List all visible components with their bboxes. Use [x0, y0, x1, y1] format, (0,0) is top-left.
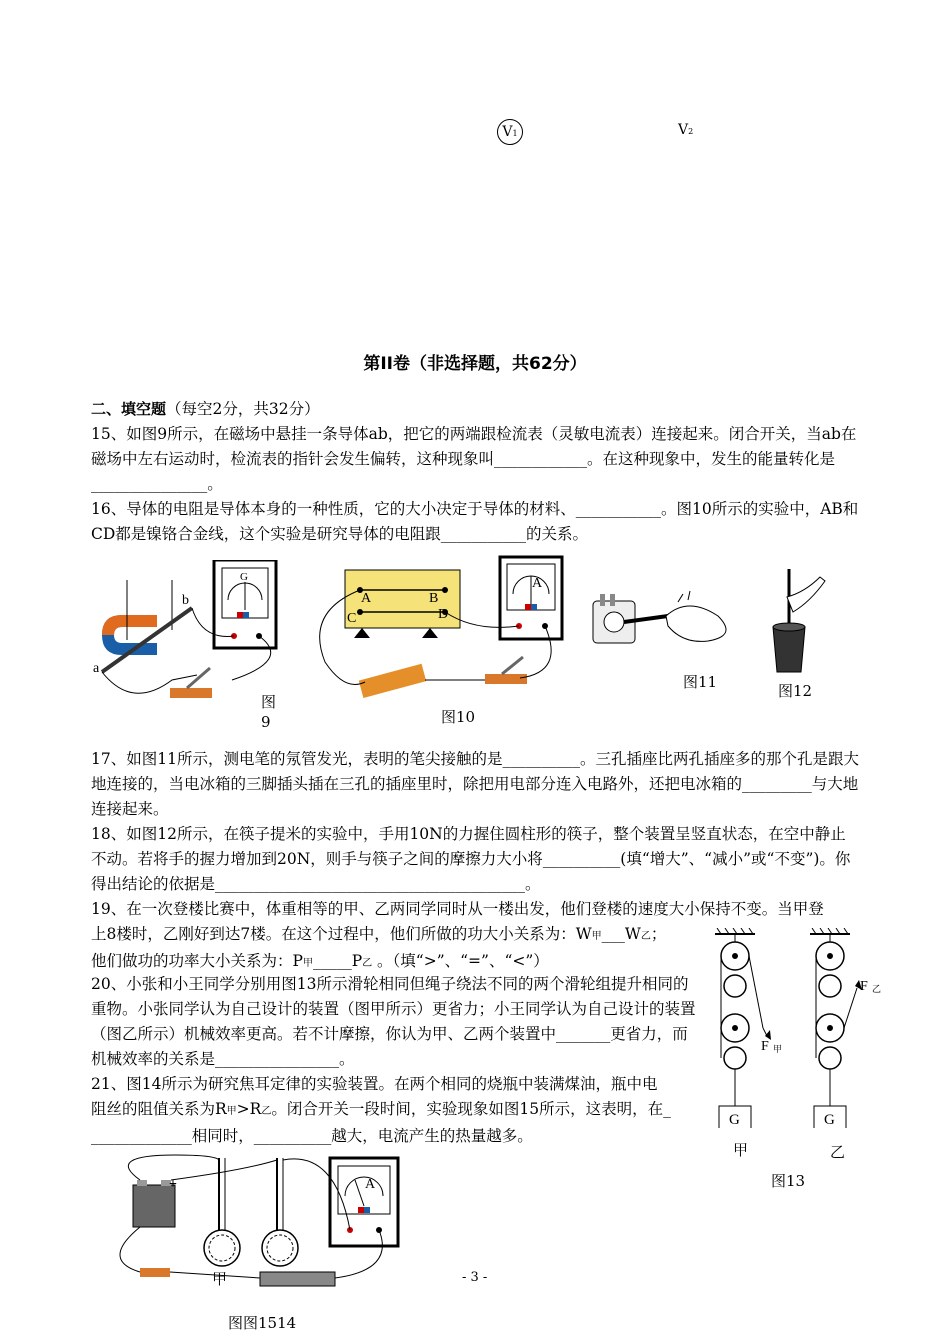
fig9-label-a: a: [93, 661, 100, 676]
question-15: 15、如图9所示，在磁场中悬挂一条导体ab，把它的两端跟检流表（灵敏电流表）连接起来。闭合开关，当ab在磁场中左右运动时，检流表的指针会发生偏转，这种现象叫____________。在这种现象中，发生的能量转化是_______________。: [91, 425, 857, 493]
q21-line2: 阻丝的阻值关系为R甲>R乙。闭合开关一段时间，实验现象如图15所示，这表明，在_: [91, 1100, 671, 1118]
figure-13-label-jia: 甲: [733, 1141, 749, 1159]
figure-13-caption: 图13: [771, 1172, 806, 1190]
figure-13-pulley-systems: [705, 928, 895, 1128]
q19-line2: 上8楼时，乙刚好到达7楼。在这个过程中，他们所做的功大小关系为：W甲___W乙；: [91, 925, 667, 943]
voltmeter-v2-label: V2: [678, 122, 694, 138]
fig13-weight-jia: G: [729, 1112, 740, 1128]
part-title: 第II卷（非选择题，共62分）: [363, 354, 587, 374]
question-21: [91, 1072, 697, 1149]
question-17: 17、如图11所示，测电笔的氖管发光，表明的笔尖接触的是__________。三孔插座比两孔插座多的那个孔是跟大地连接的，当电冰箱的三脚插头插在三孔的插座里时，除把用电部分连入电路外，还把电冰箱的_________与大地连接起来。: [91, 750, 859, 818]
figure-9-caption: 图9: [261, 693, 277, 731]
figure-10-caption: 图10: [441, 708, 476, 726]
fig13-force-jia: F: [761, 1039, 769, 1054]
figure-11-test-pen: [588, 586, 748, 656]
figure-9-induction-experiment: [92, 560, 292, 710]
fig10-label-B: B: [429, 591, 439, 606]
q19-line1: 19、在一次登楼比赛中，体重相等的甲、乙两同学同时从一楼出发，他们登楼的速度大小保持不变。当甲登: [91, 900, 824, 918]
q21-line1: 21、图14所示为研究焦耳定律的实验装置。在两个相同的烧瓶中装满煤油，瓶中电: [91, 1075, 658, 1093]
fig10-meter-letter: A: [532, 576, 543, 591]
fig13-force-yi-sub: 乙: [872, 984, 882, 994]
figure-14-joule-law-apparatus: [95, 1150, 405, 1295]
q19-line3: 他们做功的功率大小关系为：P甲_____P乙 。（填“>”、“=”、“<”）: [91, 952, 549, 970]
fig10-label-C: C: [347, 611, 357, 626]
section-heading: 二、填空题（每空2分，共32分）: [91, 400, 320, 418]
q21-line3: _____________相同时，__________越大，电流产生的热量越多。: [91, 1127, 533, 1145]
page-number: - 3 -: [462, 1270, 488, 1285]
figure-12-chopstick-rice: [765, 567, 835, 677]
question-20: 20、小张和小王同学分别用图13所示滑轮相同但绳子绕法不同的两个滑轮组提升相同的重物。小张同学认为自己设计的装置（图甲所示）更省力；小王同学认为自己设计的装置（图乙所示）机械效率更高。若不计摩擦，你认为甲、乙两个装置中_______更省力，而机械效率的关系是________________。: [91, 975, 696, 1068]
fig14-plus-sign: +: [169, 1177, 177, 1192]
figure-14-label-jia: 甲: [212, 1270, 228, 1288]
figure-14-caption: 图图1514: [228, 1314, 297, 1332]
fig10-label-A: A: [361, 591, 372, 606]
figure-12-caption: 图12: [778, 682, 813, 700]
fig14-meter-letter: A: [365, 1177, 376, 1192]
figure-10-resistance-experiment: [305, 552, 575, 702]
fig10-label-D: D: [438, 607, 449, 622]
fig13-weight-yi: G: [824, 1112, 835, 1128]
question-18: 18、如图12所示，在筷子提米的实验中，手用10N的力握住圆柱形的筷子，整个装置呈竖直状态，在空中静止不动。若将手的握力增加到20N，则手与筷子之间的摩擦力大小将__________(填“增大”、“减小”或“不变”)。你得出结论的依据是________________________________________。: [91, 825, 851, 893]
fig9-label-b: b: [182, 593, 189, 608]
figure-13-label-yi: 乙: [830, 1143, 846, 1161]
voltmeter-v1-symbol: V1: [497, 119, 523, 145]
fig13-force-yi: F: [860, 979, 868, 994]
fig9-meter-letter: G: [240, 571, 248, 583]
figure-11-caption: 图11: [683, 673, 718, 691]
fig13-force-jia-sub: 甲: [773, 1044, 783, 1054]
question-16: 16、导体的电阻是导体本身的一种性质，它的大小决定于导体的材料、___________。图10所示的实验中，AB和CD都是镍铬合金线，这个实验是研究导体的电阻跟___________的关系。: [91, 500, 859, 543]
